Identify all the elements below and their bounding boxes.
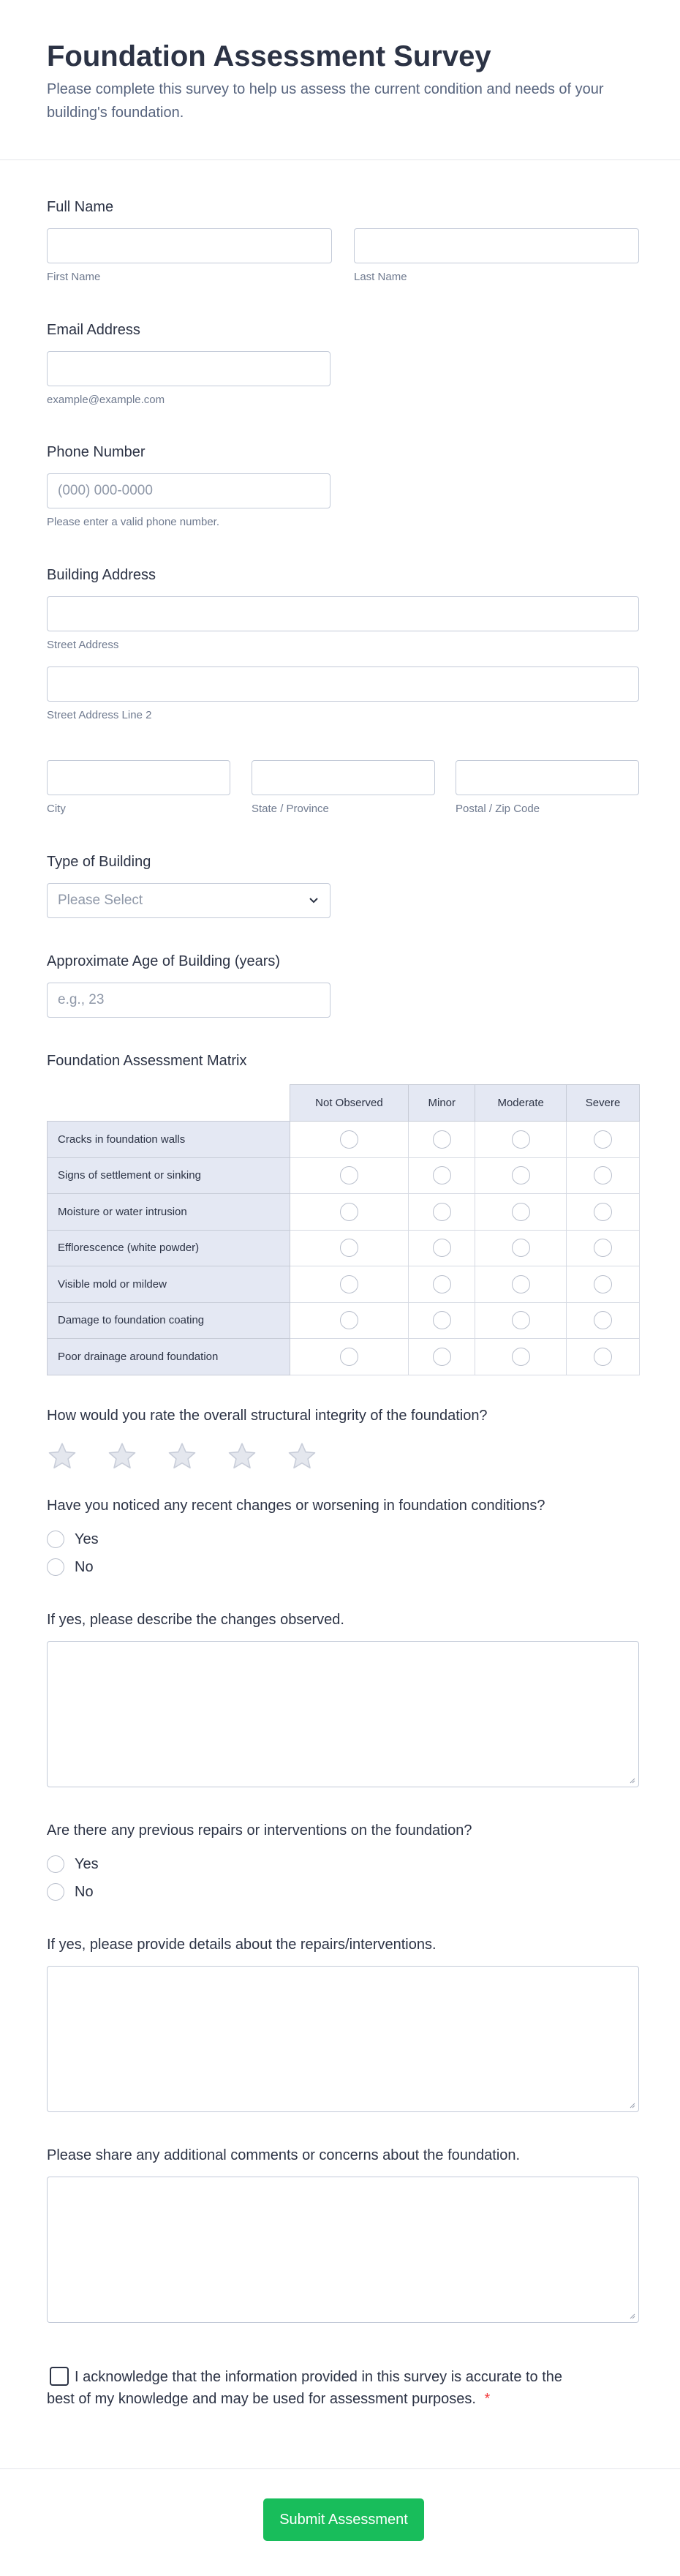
matrix-radio[interactable] [512, 1239, 530, 1257]
rating-label: How would you rate the overall structural integrity of the foundation? [47, 1408, 488, 1424]
address-section [47, 566, 639, 722]
matrix-cell[interactable] [290, 1266, 409, 1303]
zip-input[interactable] [456, 760, 639, 795]
resize-grip-icon[interactable] [628, 1776, 635, 1784]
assessment-matrix [47, 1084, 640, 1375]
matrix-radio[interactable] [433, 1348, 451, 1366]
repairs-desc-label: If yes, please provide details about the repairs/interventions. [47, 1937, 437, 1953]
matrix-cell[interactable] [290, 1339, 409, 1375]
email-label: Email Address [47, 322, 140, 338]
matrix-cell[interactable] [409, 1194, 475, 1231]
chevron-down-icon [308, 894, 320, 906]
building-type-label: Type of Building [47, 854, 151, 870]
recent-changes-option-no[interactable] [47, 1553, 545, 1581]
matrix-cell[interactable] [475, 1194, 567, 1231]
radio-label: Yes [75, 1531, 99, 1547]
street-address-input[interactable] [47, 596, 639, 631]
phone-section [47, 443, 330, 529]
matrix-corner [48, 1085, 290, 1122]
building-age-input[interactable]: e.g., 23 [47, 983, 330, 1018]
first-name-group [47, 228, 332, 284]
zip-group [456, 760, 639, 816]
matrix-cell[interactable] [409, 1230, 475, 1266]
state-group [252, 760, 435, 816]
matrix-cell[interactable] [475, 1122, 567, 1158]
city-group [47, 760, 230, 816]
matrix-radio[interactable] [433, 1203, 451, 1221]
radio-label: No [75, 1883, 94, 1900]
matrix-row-label: Damage to foundation coating [48, 1302, 290, 1339]
full-name-section [47, 198, 113, 217]
phone-input[interactable]: (000) 000-0000 [47, 473, 330, 508]
zip-sublabel: Postal / Zip Code [456, 803, 540, 815]
matrix-cell[interactable] [475, 1302, 567, 1339]
matrix-col-header: Severe [567, 1085, 640, 1122]
building-type-select[interactable] [47, 883, 330, 918]
changes-desc-label: If yes, please describe the changes observed. [47, 1612, 344, 1628]
city-sublabel: City [47, 803, 66, 815]
resize-grip-icon[interactable] [628, 2101, 635, 2109]
matrix-row [48, 1194, 640, 1231]
matrix-radio[interactable] [433, 1166, 451, 1184]
email-input[interactable] [47, 351, 330, 386]
matrix-radio[interactable] [433, 1130, 451, 1149]
matrix-row-label: Efflorescence (white powder) [48, 1230, 290, 1266]
resize-grip-icon[interactable] [628, 2312, 635, 2319]
email-section [47, 320, 330, 407]
matrix-row [48, 1339, 640, 1375]
building-type-selected: Please Select [58, 893, 143, 908]
matrix-cell[interactable] [567, 1122, 640, 1158]
matrix-row [48, 1157, 640, 1194]
matrix-radio[interactable] [594, 1130, 612, 1149]
matrix-radio[interactable] [512, 1275, 530, 1293]
radio-button[interactable] [47, 1531, 64, 1548]
first-name-input[interactable] [47, 228, 332, 263]
comments-label: Please share any additional comments or concerns about the foundation. [47, 2147, 521, 2163]
address-label: Building Address [47, 567, 156, 583]
star-rating [47, 1441, 488, 1472]
comments-textarea[interactable] [47, 2177, 639, 2323]
city-input[interactable] [47, 760, 230, 795]
matrix-cell[interactable] [409, 1157, 475, 1194]
matrix-cell[interactable] [567, 1157, 640, 1194]
matrix-radio[interactable] [594, 1275, 612, 1293]
required-asterisk: * [484, 2391, 491, 2407]
recent-changes-option-yes[interactable] [47, 1525, 545, 1553]
last-name-input[interactable] [354, 228, 639, 263]
matrix-radio[interactable] [340, 1203, 358, 1221]
form-description: Please complete this survey to help us assess the current condition and needs of your building's foundation. [47, 81, 604, 121]
changes-desc-section [47, 1610, 639, 1787]
matrix-radio[interactable] [594, 1311, 612, 1329]
street-address-line2-input[interactable] [47, 666, 639, 702]
last-name-sublabel: Last Name [354, 271, 407, 283]
matrix-cell[interactable] [290, 1157, 409, 1194]
matrix-radio[interactable] [512, 1130, 530, 1149]
radio-label: Yes [75, 1855, 99, 1872]
matrix-row-label: Visible mold or mildew [48, 1266, 290, 1303]
matrix-cell[interactable] [567, 1339, 640, 1375]
form-header [0, 0, 680, 160]
matrix-radio[interactable] [340, 1130, 358, 1149]
matrix-cell[interactable] [290, 1194, 409, 1231]
building-age-section [47, 952, 330, 1018]
phone-label: Phone Number [47, 444, 146, 460]
matrix-radio[interactable] [340, 1239, 358, 1257]
matrix-radio[interactable] [594, 1239, 612, 1257]
matrix-row [48, 1122, 640, 1158]
acknowledge-checkbox[interactable] [50, 2367, 69, 2386]
full-name-label: Full Name [47, 199, 114, 215]
acknowledge-section [47, 2366, 588, 2410]
matrix-row [48, 1302, 640, 1339]
repairs-desc-section [47, 1935, 639, 2112]
star-icon[interactable] [287, 1441, 317, 1472]
last-name-group [354, 228, 639, 284]
matrix-radio[interactable] [512, 1311, 530, 1329]
street-address-line2-sublabel: Street Address Line 2 [47, 709, 152, 721]
matrix-cell[interactable] [567, 1230, 640, 1266]
matrix-cell[interactable] [409, 1339, 475, 1375]
matrix-radio[interactable] [340, 1275, 358, 1293]
acknowledge-row[interactable] [47, 2366, 588, 2410]
recent-changes-section [47, 1496, 545, 1581]
matrix-cell[interactable] [475, 1266, 567, 1303]
previous-repairs-section [47, 1821, 472, 1906]
matrix-cell[interactable] [475, 1230, 567, 1266]
star-icon[interactable] [107, 1441, 137, 1472]
matrix-radio[interactable] [594, 1203, 612, 1221]
state-input[interactable] [252, 760, 435, 795]
phone-sublabel: Please enter a valid phone number. [47, 516, 219, 528]
star-icon[interactable] [167, 1441, 197, 1472]
matrix-cell[interactable] [290, 1230, 409, 1266]
previous-repairs-label: Are there any previous repairs or interventions on the foundation? [47, 1822, 472, 1839]
matrix-col-header: Moderate [475, 1085, 567, 1122]
previous-repairs-option-no[interactable] [47, 1878, 472, 1906]
matrix-cell[interactable] [475, 1339, 567, 1375]
street-address-sublabel: Street Address [47, 639, 119, 651]
radio-label: No [75, 1558, 94, 1575]
matrix-cell[interactable] [567, 1302, 640, 1339]
matrix-row-label: Poor drainage around foundation [48, 1339, 290, 1375]
matrix-cell[interactable] [567, 1194, 640, 1231]
changes-desc-textarea[interactable] [47, 1641, 639, 1787]
comments-section [47, 2146, 639, 2323]
recent-changes-label: Have you noticed any recent changes or worsening in foundation conditions? [47, 1498, 545, 1514]
matrix-cell[interactable] [409, 1122, 475, 1158]
matrix-radio[interactable] [512, 1166, 530, 1184]
matrix-radio[interactable] [433, 1311, 451, 1329]
matrix-radio[interactable] [340, 1348, 358, 1366]
matrix-radio[interactable] [340, 1311, 358, 1329]
star-icon[interactable] [227, 1441, 257, 1472]
matrix-cell[interactable] [475, 1157, 567, 1194]
submit-button[interactable]: Submit Assessment [263, 2498, 424, 2541]
repairs-desc-textarea[interactable] [47, 1966, 639, 2112]
matrix-row-label: Cracks in foundation walls [48, 1122, 290, 1158]
matrix-radio[interactable] [594, 1166, 612, 1184]
matrix-cell[interactable] [567, 1266, 640, 1303]
matrix-label: Foundation Assessment Matrix [47, 1053, 247, 1069]
state-sublabel: State / Province [252, 803, 329, 815]
rating-section [47, 1406, 488, 1472]
form-title: Foundation Assessment Survey [47, 40, 491, 72]
matrix-radio[interactable] [512, 1348, 530, 1366]
matrix-radio[interactable] [433, 1239, 451, 1257]
radio-button[interactable] [47, 1558, 64, 1576]
email-sublabel: example@example.com [47, 394, 165, 406]
matrix-radio[interactable] [512, 1203, 530, 1221]
radio-button[interactable] [47, 1855, 64, 1873]
first-name-sublabel: First Name [47, 271, 101, 283]
matrix-cell[interactable] [409, 1266, 475, 1303]
acknowledge-text: I acknowledge that the information provided in this survey is accurate to the best of my knowledge and may be used for assessment purposes. [47, 2369, 563, 2407]
matrix-col-header: Minor [409, 1085, 475, 1122]
form-footer [0, 2468, 680, 2576]
matrix-row [48, 1266, 640, 1303]
matrix-radio[interactable] [340, 1166, 358, 1184]
building-age-label: Approximate Age of Building (years) [47, 953, 281, 969]
matrix-radio[interactable] [433, 1275, 451, 1293]
matrix-cell[interactable] [290, 1302, 409, 1339]
matrix-row-label: Moisture or water intrusion [48, 1194, 290, 1231]
matrix-row-label: Signs of settlement or sinking [48, 1157, 290, 1194]
matrix-section [47, 1051, 246, 1070]
matrix-row [48, 1230, 640, 1266]
building-type-section [47, 852, 330, 918]
matrix-cell[interactable] [409, 1302, 475, 1339]
matrix-cell[interactable] [290, 1122, 409, 1158]
matrix-radio[interactable] [594, 1348, 612, 1366]
previous-repairs-option-yes[interactable] [47, 1850, 472, 1878]
matrix-col-header: Not Observed [290, 1085, 409, 1122]
radio-button[interactable] [47, 1883, 64, 1901]
star-icon[interactable] [47, 1441, 78, 1472]
